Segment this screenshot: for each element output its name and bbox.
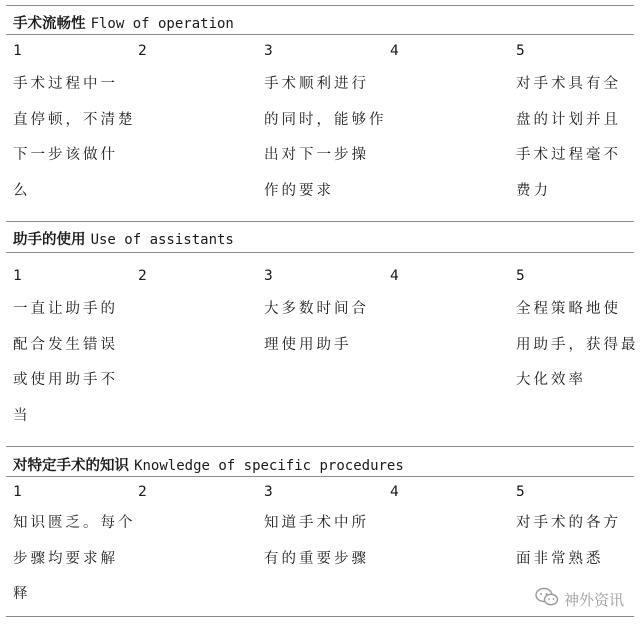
- descriptor-line: 大多数时间合: [264, 301, 369, 317]
- descriptor-line: 作的要求: [264, 182, 334, 199]
- section-title-cn: 对特定手术的知识: [13, 458, 129, 474]
- watermark: [535, 586, 624, 612]
- wechat-icon: [535, 587, 559, 611]
- descriptor-line: 手术过程毫不: [516, 147, 621, 163]
- descriptor-line: 全程策略地使: [516, 301, 621, 317]
- rule-divider: [6, 476, 634, 477]
- section-title-knowledge: [13, 454, 404, 475]
- descriptor-line: 出对下一步操: [264, 147, 369, 163]
- descriptor-line: 知识匮乏。每个: [13, 515, 136, 531]
- descriptor-line: 盘的计划并且: [516, 111, 621, 128]
- descriptor-line: 直停顿，不清楚: [13, 111, 136, 128]
- section-title-cn: 助手的使用: [13, 232, 86, 248]
- scale-point-2: 2: [138, 484, 147, 500]
- section-title-en: Knowledge of specific procedures: [134, 458, 404, 474]
- descriptor-mid: [264, 506, 369, 577]
- descriptor-line: 的同时，能够作: [264, 111, 387, 128]
- descriptor-line: 手术过程中一: [13, 76, 118, 92]
- scale-point-4: 4: [390, 268, 399, 284]
- rule-divider: [6, 252, 634, 253]
- section-title-flow: [13, 12, 234, 33]
- descriptor-high: [516, 506, 621, 577]
- descriptor-low: [13, 67, 136, 209]
- descriptor-line: 下一步该做什: [13, 147, 118, 163]
- descriptor-line: 当: [13, 407, 31, 424]
- descriptor-line: 大化效率: [516, 372, 586, 388]
- scale-point-1: 1: [13, 268, 22, 284]
- rule-top: [6, 5, 634, 6]
- scale-point-3: 3: [264, 43, 273, 59]
- descriptor-low: [13, 292, 118, 434]
- scale-point-5: 5: [516, 268, 525, 284]
- watermark-text: 神外资讯: [563, 590, 624, 609]
- descriptor-mid: [264, 292, 369, 363]
- scale-point-5: 5: [516, 43, 525, 59]
- descriptor-line: 手术顺利进行: [264, 76, 369, 92]
- descriptor-mid: [264, 67, 387, 209]
- rule-section: [6, 446, 634, 447]
- descriptor-line: 或使用助手不: [13, 372, 118, 388]
- descriptor-line: 对手术的各方: [516, 515, 621, 531]
- descriptor-line: 对手术具有全: [516, 76, 621, 92]
- rule-bottom: [6, 616, 634, 617]
- descriptor-line: 释: [13, 586, 31, 602]
- section-title-assistants: [13, 228, 234, 249]
- scale-point-4: 4: [390, 484, 399, 500]
- scale-point-4: 4: [390, 43, 399, 59]
- scale-point-2: 2: [138, 43, 147, 59]
- section-title-en: Use of assistants: [90, 232, 234, 248]
- descriptor-high: [516, 292, 639, 399]
- descriptor-low: [13, 506, 136, 613]
- scale-point-1: 1: [13, 43, 22, 59]
- descriptor-line: 用助手，获得最: [516, 336, 639, 353]
- section-title-cn: 手术流畅性: [13, 16, 86, 32]
- descriptor-line: 一直让助手的: [13, 301, 118, 317]
- section-title-en: Flow of operation: [90, 16, 234, 32]
- scale-point-2: 2: [138, 268, 147, 284]
- descriptor-line: 理使用助手: [264, 336, 352, 353]
- scale-point-3: 3: [264, 268, 273, 284]
- scale-point-3: 3: [264, 484, 273, 500]
- descriptor-line: 费力: [516, 182, 551, 199]
- rule-divider: [6, 34, 634, 35]
- descriptor-line: 么: [13, 182, 31, 199]
- descriptor-line: 有的重要步骤: [264, 550, 369, 567]
- descriptor-line: 步骤均要求解: [13, 550, 118, 567]
- scale-point-5: 5: [516, 484, 525, 500]
- descriptor-high: [516, 67, 621, 209]
- descriptor-line: 面非常熟悉: [516, 550, 604, 567]
- descriptor-line: 知道手术中所: [264, 515, 369, 531]
- scale-point-1: 1: [13, 484, 22, 500]
- rule-section: [6, 221, 634, 222]
- descriptor-line: 配合发生错误: [13, 336, 118, 353]
